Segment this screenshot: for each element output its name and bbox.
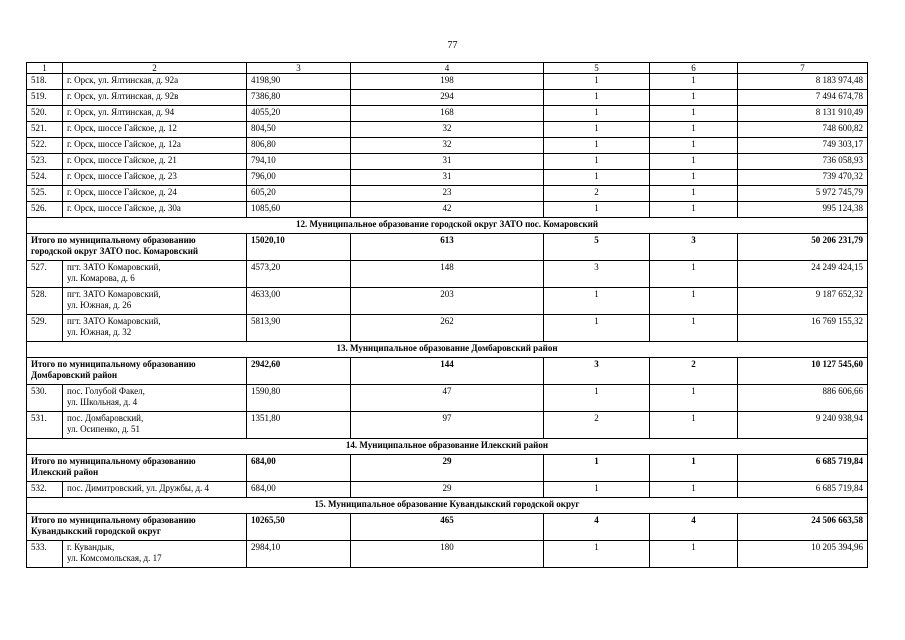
- total-cost: 50 206 231,79: [738, 234, 868, 261]
- address-cell: [63, 138, 247, 154]
- row-number: 531.: [27, 412, 63, 439]
- col4-cell: 180: [351, 541, 544, 568]
- col6-cell: 1: [650, 261, 738, 288]
- row-number: 533.: [27, 541, 63, 568]
- cost-cell: 8 131 910,49: [738, 106, 868, 122]
- col6-cell: 1: [650, 202, 738, 218]
- col5-cell: 1: [544, 170, 650, 186]
- area-cell: 1590,80: [247, 385, 351, 412]
- table-row: [27, 170, 868, 186]
- col5-cell: 1: [544, 315, 650, 342]
- col4-cell: 262: [351, 315, 544, 342]
- section-header-row: [27, 342, 868, 358]
- cell-line: г. Орск, ул. Ялтинская, д. 92а: [67, 75, 179, 85]
- total-area: 684,00: [247, 455, 351, 482]
- col6-cell: 1: [650, 186, 738, 202]
- cell-line: г. Орск, ул. Ялтинская, д. 94: [67, 107, 175, 117]
- col6-cell: 1: [650, 541, 738, 568]
- table-row: [27, 74, 868, 90]
- area-cell: 1085,60: [247, 202, 351, 218]
- cell-line: Итого по муниципальному образованию: [31, 456, 196, 466]
- col5-cell: 1: [544, 106, 650, 122]
- col5-cell: 1: [544, 482, 650, 498]
- area-cell: 4573,20: [247, 261, 351, 288]
- area-cell: 806,80: [247, 138, 351, 154]
- address-cell: [63, 482, 247, 498]
- address-cell: [63, 412, 247, 439]
- col5-cell: 1: [544, 122, 650, 138]
- col4-cell: 23: [351, 186, 544, 202]
- col4-cell: 32: [351, 138, 544, 154]
- register-table-body: [27, 63, 868, 568]
- col4-cell: 203: [351, 288, 544, 315]
- address-cell: [63, 122, 247, 138]
- col5-cell: 1: [544, 202, 650, 218]
- cost-cell: 16 769 155,32: [738, 315, 868, 342]
- cell-line: городской округ ЗАТО пос. Комаровский: [31, 246, 199, 256]
- cell-line: пгт. ЗАТО Комаровский,: [67, 262, 161, 272]
- section-title: 12. Муниципальное образование городской округ ЗАТО пос. Комаровский: [27, 218, 868, 234]
- cost-cell: 886 606,66: [738, 385, 868, 412]
- area-cell: 796,00: [247, 170, 351, 186]
- area-cell: 4633,00: [247, 288, 351, 315]
- col4-cell: 148: [351, 261, 544, 288]
- row-number: 518.: [27, 74, 63, 90]
- total-row: [27, 358, 868, 385]
- row-number: 519.: [27, 90, 63, 106]
- total-col6: 4: [650, 514, 738, 541]
- cost-cell: 8 183 974,48: [738, 74, 868, 90]
- total-col6: 3: [650, 234, 738, 261]
- total-area: 10265,50: [247, 514, 351, 541]
- section-header-row: [27, 498, 868, 514]
- total-area: 15020,10: [247, 234, 351, 261]
- section-title: 13. Муниципальное образование Домбаровский район: [27, 342, 868, 358]
- col4-cell: 168: [351, 106, 544, 122]
- column-number-cell: 7: [738, 63, 868, 74]
- table-row: [27, 90, 868, 106]
- row-number: 520.: [27, 106, 63, 122]
- cell-line: ул. Южная, д. 26: [67, 300, 132, 310]
- cell-line: пос. Домбаровский,: [67, 413, 144, 423]
- cell-line: г. Орск, ул. Ялтинская, д. 92в: [67, 91, 179, 101]
- total-col5: 1: [544, 455, 650, 482]
- address-cell: [63, 315, 247, 342]
- table-row: [27, 385, 868, 412]
- address-cell: [63, 288, 247, 315]
- row-number: 528.: [27, 288, 63, 315]
- col6-cell: 1: [650, 154, 738, 170]
- table-row: [27, 482, 868, 498]
- table-row: [27, 106, 868, 122]
- cell-line: Кувандыкский городской округ: [31, 526, 162, 536]
- row-number: 526.: [27, 202, 63, 218]
- row-number: 524.: [27, 170, 63, 186]
- section-title: 14. Муниципальное образование Илекский район: [27, 439, 868, 455]
- cell-line: г. Кувандык,: [67, 542, 115, 552]
- total-col4: 465: [351, 514, 544, 541]
- total-col6: 2: [650, 358, 738, 385]
- row-number: 530.: [27, 385, 63, 412]
- col4-cell: 31: [351, 170, 544, 186]
- col5-cell: 2: [544, 412, 650, 439]
- area-cell: 4198,90: [247, 74, 351, 90]
- address-cell: [63, 202, 247, 218]
- area-cell: 2984,10: [247, 541, 351, 568]
- cost-cell: 5 972 745,79: [738, 186, 868, 202]
- col4-cell: 97: [351, 412, 544, 439]
- cell-line: ул. Комсомольская, д. 17: [67, 553, 162, 563]
- col4-cell: 47: [351, 385, 544, 412]
- column-number-cell: 2: [63, 63, 247, 74]
- cost-cell: 9 187 652,32: [738, 288, 868, 315]
- col5-cell: 1: [544, 288, 650, 315]
- cell-line: г. Орск, шоссе Гайское, д. 24: [67, 187, 177, 197]
- area-cell: 794,10: [247, 154, 351, 170]
- area-cell: 1351,80: [247, 412, 351, 439]
- total-label: [27, 455, 247, 482]
- section-header-row: [27, 218, 868, 234]
- row-number: 529.: [27, 315, 63, 342]
- col6-cell: 1: [650, 315, 738, 342]
- total-area: 2942,60: [247, 358, 351, 385]
- total-label: [27, 514, 247, 541]
- cell-line: г. Орск, шоссе Гайское, д. 30а: [67, 203, 181, 213]
- total-col5: 4: [544, 514, 650, 541]
- table-row: [27, 315, 868, 342]
- col5-cell: 1: [544, 154, 650, 170]
- cost-cell: 748 600,82: [738, 122, 868, 138]
- column-number-cell: 5: [544, 63, 650, 74]
- col4-cell: 42: [351, 202, 544, 218]
- col5-cell: 1: [544, 90, 650, 106]
- address-cell: [63, 74, 247, 90]
- total-col4: 144: [351, 358, 544, 385]
- col4-cell: 294: [351, 90, 544, 106]
- address-cell: [63, 170, 247, 186]
- total-col6: 1: [650, 455, 738, 482]
- table-row: [27, 138, 868, 154]
- table-row: [27, 122, 868, 138]
- col5-cell: 1: [544, 74, 650, 90]
- column-number-cell: 3: [247, 63, 351, 74]
- col4-cell: 198: [351, 74, 544, 90]
- table-row: [27, 288, 868, 315]
- cell-line: ул. Школьная, д. 4: [67, 397, 138, 407]
- total-cost: 10 127 545,60: [738, 358, 868, 385]
- row-number: 527.: [27, 261, 63, 288]
- cost-cell: 6 685 719,84: [738, 482, 868, 498]
- section-title: 15. Муниципальное образование Кувандыкский городской округ: [27, 498, 868, 514]
- table-row: [27, 154, 868, 170]
- total-cost: 6 685 719,84: [738, 455, 868, 482]
- col4-cell: 29: [351, 482, 544, 498]
- address-cell: [63, 154, 247, 170]
- cost-cell: 739 470,32: [738, 170, 868, 186]
- row-number: 522.: [27, 138, 63, 154]
- cost-cell: 9 240 938,94: [738, 412, 868, 439]
- col6-cell: 1: [650, 170, 738, 186]
- cell-line: пгт. ЗАТО Комаровский,: [67, 289, 161, 299]
- col5-cell: 1: [544, 541, 650, 568]
- area-cell: 684,00: [247, 482, 351, 498]
- col6-cell: 1: [650, 106, 738, 122]
- cell-line: пгт. ЗАТО Комаровский,: [67, 316, 161, 326]
- table-row: [27, 261, 868, 288]
- cost-cell: 24 249 424,15: [738, 261, 868, 288]
- table-row: [27, 186, 868, 202]
- cell-line: Домбаровский район: [31, 370, 118, 380]
- cost-cell: 10 205 394,96: [738, 541, 868, 568]
- row-number: 521.: [27, 122, 63, 138]
- column-number-cell: 4: [351, 63, 544, 74]
- address-cell: [63, 186, 247, 202]
- total-label: [27, 358, 247, 385]
- address-cell: [63, 385, 247, 412]
- total-row: [27, 514, 868, 541]
- area-cell: 804,50: [247, 122, 351, 138]
- total-col5: 5: [544, 234, 650, 261]
- cell-line: пос. Димитровский, ул. Дружбы, д. 4: [67, 483, 210, 493]
- col6-cell: 1: [650, 138, 738, 154]
- total-col4: 29: [351, 455, 544, 482]
- area-cell: 4055,20: [247, 106, 351, 122]
- total-cost: 24 506 663,58: [738, 514, 868, 541]
- address-cell: [63, 106, 247, 122]
- col6-cell: 1: [650, 288, 738, 315]
- cell-line: Итого по муниципальному образованию: [31, 235, 196, 245]
- column-number-cell: 6: [650, 63, 738, 74]
- cell-line: г. Орск, шоссе Гайское, д. 12а: [67, 139, 181, 149]
- column-number-cell: 1: [27, 63, 63, 74]
- area-cell: 5813,90: [247, 315, 351, 342]
- cost-cell: 736 058,93: [738, 154, 868, 170]
- total-row: [27, 234, 868, 261]
- cell-line: Итого по муниципальному образованию: [31, 359, 196, 369]
- section-header-row: [27, 439, 868, 455]
- cost-cell: 995 124,38: [738, 202, 868, 218]
- total-col4: 613: [351, 234, 544, 261]
- cell-line: Илекский район: [31, 467, 99, 477]
- column-number-row: [27, 63, 868, 74]
- col6-cell: 1: [650, 412, 738, 439]
- col6-cell: 1: [650, 385, 738, 412]
- col5-cell: 1: [544, 138, 650, 154]
- page-number: 77: [447, 40, 458, 51]
- cell-line: г. Орск, шоссе Гайское, д. 23: [67, 171, 177, 181]
- cell-line: ул. Комарова, д. 6: [67, 273, 135, 283]
- register-table: [26, 62, 868, 568]
- address-cell: [63, 541, 247, 568]
- col6-cell: 1: [650, 122, 738, 138]
- row-number: 525.: [27, 186, 63, 202]
- area-cell: 7386,80: [247, 90, 351, 106]
- total-col5: 3: [544, 358, 650, 385]
- col4-cell: 32: [351, 122, 544, 138]
- row-number: 532.: [27, 482, 63, 498]
- cell-line: ул. Осипенко, д. 51: [67, 424, 141, 434]
- col5-cell: 2: [544, 186, 650, 202]
- cell-line: г. Орск, шоссе Гайское, д. 12: [67, 123, 177, 133]
- col5-cell: 3: [544, 261, 650, 288]
- cell-line: пос. Голубой Факел,: [67, 386, 145, 396]
- cost-cell: 749 303,17: [738, 138, 868, 154]
- total-label: [27, 234, 247, 261]
- table-row: [27, 541, 868, 568]
- area-cell: 605,20: [247, 186, 351, 202]
- table-row: [27, 202, 868, 218]
- address-cell: [63, 261, 247, 288]
- cell-line: ул. Южная, д. 32: [67, 327, 132, 337]
- col6-cell: 1: [650, 482, 738, 498]
- cell-line: Итого по муниципальному образованию: [31, 515, 196, 525]
- total-row: [27, 455, 868, 482]
- table-row: [27, 412, 868, 439]
- address-cell: [63, 90, 247, 106]
- cell-line: г. Орск, шоссе Гайское, д. 21: [67, 155, 177, 165]
- col4-cell: 31: [351, 154, 544, 170]
- row-number: 523.: [27, 154, 63, 170]
- col5-cell: 1: [544, 385, 650, 412]
- cost-cell: 7 494 674,78: [738, 90, 868, 106]
- col6-cell: 1: [650, 74, 738, 90]
- col6-cell: 1: [650, 90, 738, 106]
